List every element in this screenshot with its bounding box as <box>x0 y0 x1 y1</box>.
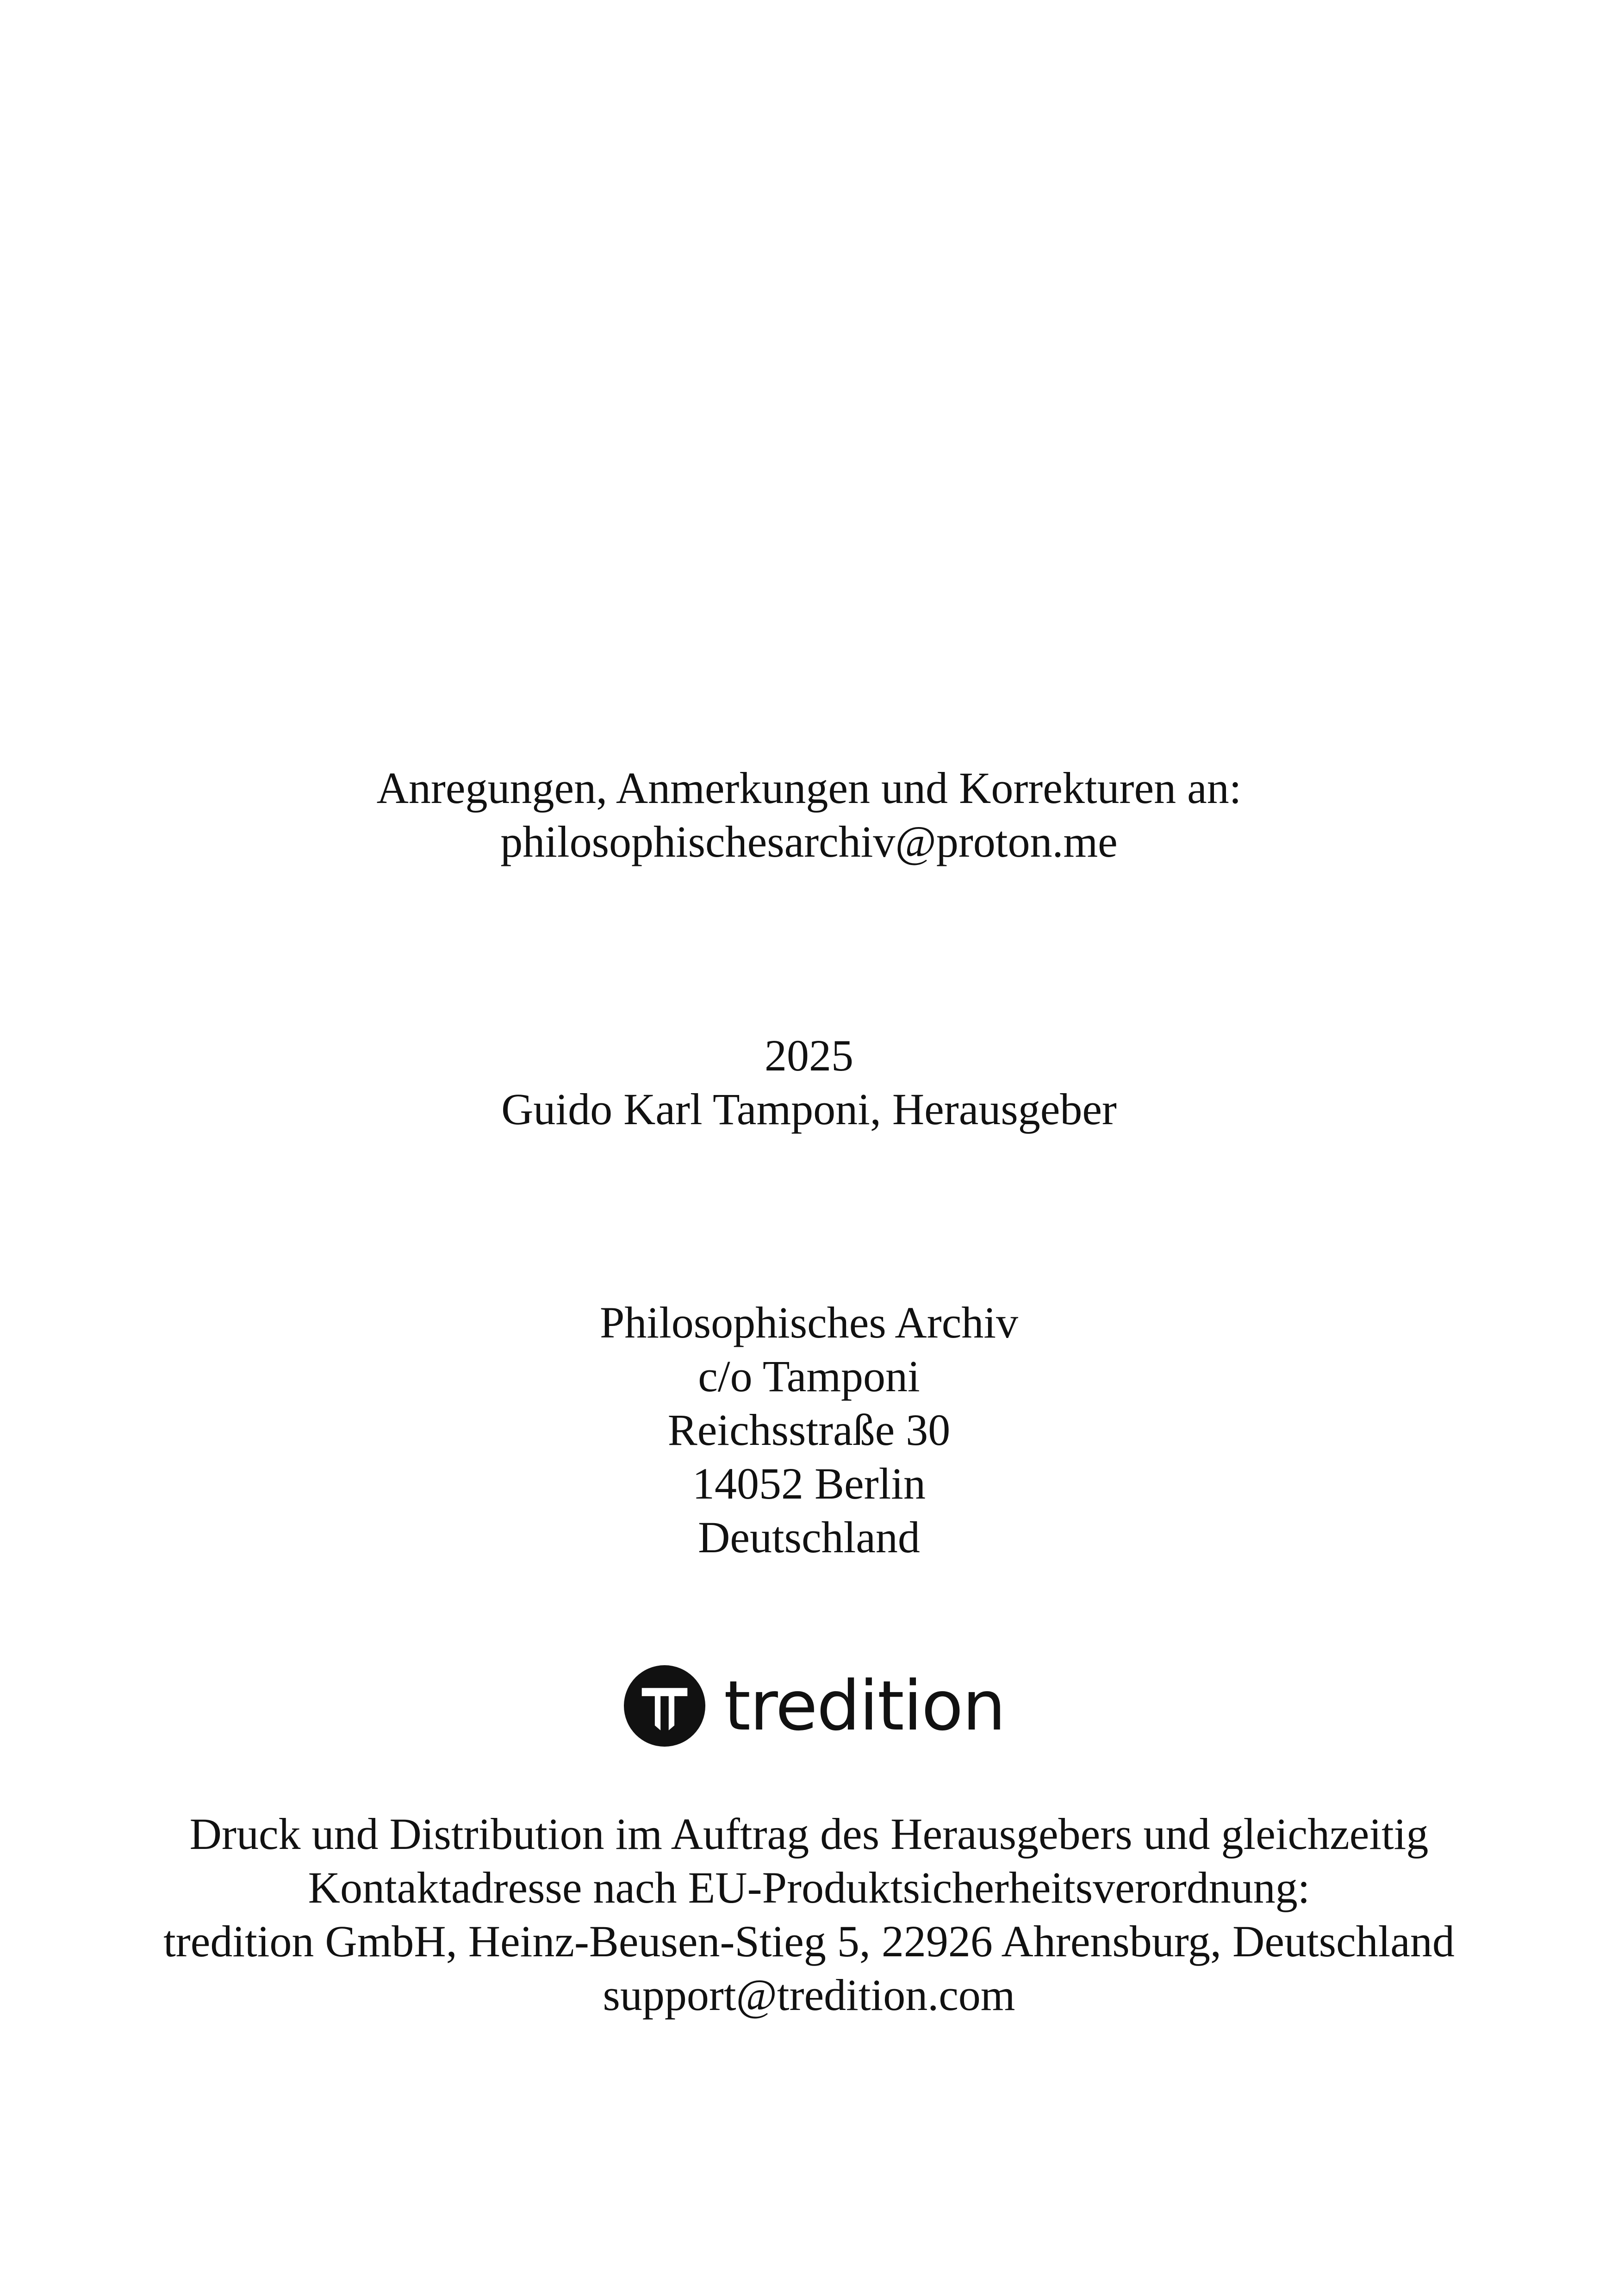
tredition-wordmark: tredition <box>724 1666 1005 1746</box>
tredition-logo-icon <box>624 1665 705 1747</box>
imprint-block <box>0 1807 1618 2022</box>
address-city: 14052 Berlin <box>692 1459 926 1508</box>
contact-email: philosophischesarchiv@proton.me <box>500 817 1118 866</box>
imprint-line-2: Kontaktadresse nach EU-Produktsicherheitsverordnung: <box>308 1863 1310 1912</box>
publication-year: 2025 <box>765 1031 853 1080</box>
contact-intro: Anregungen, Anmerkungen und Korrekturen an: <box>376 763 1242 813</box>
address-street: Reichsstraße 30 <box>667 1405 951 1455</box>
address-name: Philosophisches Archiv <box>600 1298 1018 1347</box>
imprint-email: support@tredition.com <box>603 1970 1015 2020</box>
address-co: c/o Tamponi <box>698 1351 920 1401</box>
address-block <box>0 1296 1618 1564</box>
tredition-logo <box>624 1665 1005 1747</box>
publisher-block <box>0 1029 1618 1136</box>
imprint-line-1: Druck und Distribution im Auftrag des Herausgebers und gleichzeitig <box>189 1809 1429 1859</box>
imprint-line-3: tredition GmbH, Heinz-Beusen-Stieg 5, 22926 Ahrensburg, Deutschland <box>163 1916 1455 1966</box>
contact-block <box>0 761 1618 869</box>
address-country: Deutschland <box>698 1512 920 1562</box>
editor-name: Guido Karl Tamponi, Herausgeber <box>501 1084 1117 1134</box>
